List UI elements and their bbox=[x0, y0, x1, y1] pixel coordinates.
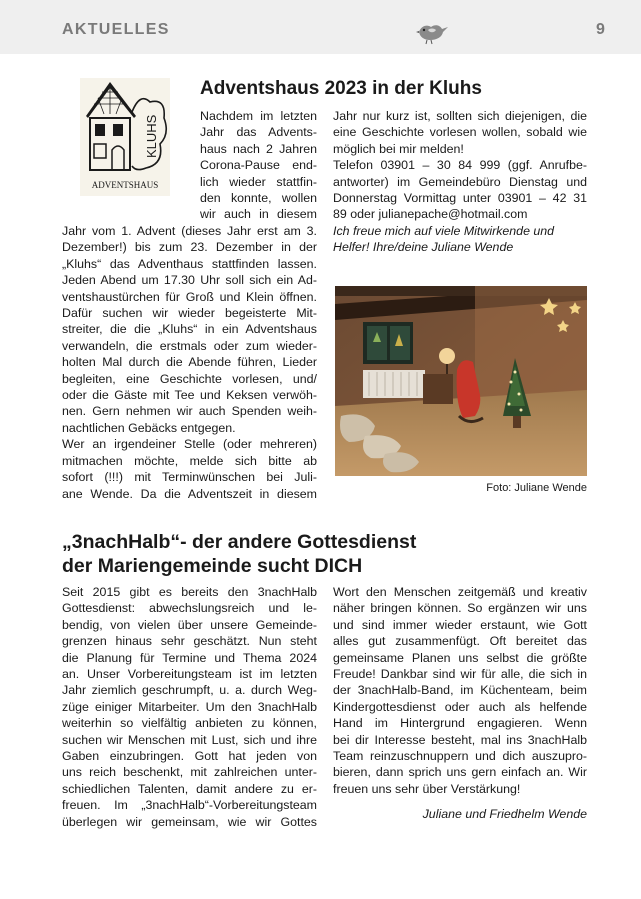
text-line: Kindergottesdienst oder auch als helfende bbox=[333, 699, 587, 714]
text-line: ventshaustürchen für Groß und Klein öffnen. bbox=[62, 289, 317, 304]
article1-column-1 bbox=[62, 223, 317, 502]
text-line: 89 oder julianepache@hotmail.com bbox=[333, 207, 528, 222]
text-line: den konnte, wollen bbox=[200, 191, 317, 206]
text-line: nen. Gern nehmen wir auch Spenden weih- bbox=[62, 404, 317, 419]
logo-word: KLUHS bbox=[144, 114, 159, 158]
text-line: Jahr ziemlich geschrumpft, u. a. durch Weg- bbox=[62, 683, 317, 698]
adventshaus-logo bbox=[80, 78, 170, 196]
text-line: die Planung für Termine und Thema 2024 bbox=[62, 650, 317, 665]
text-line: Jahr vom 1. Advent (dieses Jahr erst am 3. bbox=[62, 224, 317, 238]
text-line: weiterhin so vielfältig anbieten zu können, bbox=[62, 716, 317, 731]
text-line: schiedlichen Talenten, damit andere zu er- bbox=[62, 781, 317, 796]
text-line: antworter) im Gemeindebüro Dienstag und bbox=[333, 174, 587, 189]
text-line: Wort den Menschen zeitgemäß und kreativ bbox=[333, 585, 587, 599]
photo-caption: Foto: Juliane Wende bbox=[486, 482, 587, 494]
text-line: bieren, dann sprich uns gern einfach an. Wir bbox=[333, 765, 587, 780]
text-line: Helfer! Ihre/deine Juliane Wende bbox=[333, 240, 514, 255]
text-line: holten Mal durch die Abende führen, Lieder bbox=[62, 355, 317, 370]
text-line: Jeden Abend um 17.30 Uhr soll sich ein Ad- bbox=[62, 273, 317, 288]
text-line: ane Wende. Da die Adventszeit in diesem bbox=[62, 486, 317, 501]
section-title: AKTUELLES bbox=[62, 21, 170, 38]
article2-title-line: der Mariengemeinde sucht DICH bbox=[62, 555, 363, 577]
text-line: Gottesdienst: abwechslungsreich und le- bbox=[62, 601, 317, 616]
text-line: an. Unser Vorbereitungsteam ist im letzten bbox=[62, 667, 317, 682]
text-line: wir auch in diesem bbox=[200, 207, 317, 222]
logo-caption: ADVENTSHAUS bbox=[91, 180, 159, 190]
text-line: streiter, die die „Kluhs“ in ein Adventshaus bbox=[62, 322, 317, 337]
text-line: lich wieder stattfin- bbox=[200, 174, 317, 189]
text-line: freuen uns sehr über Verstärkung! bbox=[333, 781, 521, 796]
text-line: Nachdem im letzten bbox=[200, 109, 317, 123]
text-line: verwandeln, die erstmals oder zum wieder- bbox=[62, 338, 317, 353]
text-line: der 3nachHalb-Band, im Küchenteam, beim bbox=[333, 683, 587, 698]
text-line: sofort (!!!) mit Terminwünschen bei Juli- bbox=[62, 470, 317, 485]
text-line: gemeinsame Planen uns selbst die größte bbox=[333, 650, 587, 665]
text-line: nachtlichen Gebäcks entgegen. bbox=[62, 420, 236, 435]
text-line: Ich freue mich auf viele Mitwirkende und bbox=[333, 223, 555, 238]
text-line: bendig, von vielen über unsere Gemeinde- bbox=[62, 617, 317, 632]
text-line: mitmachen möchte, melde sich bitte ab bbox=[62, 453, 317, 468]
text-line: Freude! Dankbar sind wir für alle, die sich in bbox=[333, 667, 587, 682]
text-line: Team reinzuschnuppern und dich auszupro- bbox=[333, 749, 587, 764]
text-line: Seit 2015 gibt es bereits den 3nachHalb bbox=[62, 585, 317, 599]
text-line: möglich bei mir melden! bbox=[333, 141, 464, 156]
text-line: grenzen hinaus sehr geschätzt. Nun steht bbox=[62, 634, 317, 649]
text-line: haus nach 2 Jahren bbox=[200, 141, 317, 156]
page-header bbox=[0, 0, 641, 54]
article1-wrap-text bbox=[200, 108, 317, 223]
text-line: Jahr nur kurz ist, sollten sich diejenigen, die bbox=[333, 109, 587, 123]
article2-signoff: Juliane und Friedhelm Wende bbox=[422, 807, 587, 821]
text-line: suchen wir Menschen mit Lust, sich und ihre bbox=[62, 732, 317, 747]
text-line: Wer an irgendeiner Stelle (oder mehreren) bbox=[62, 437, 317, 452]
text-line: uns reich beschenkt, mit zahlreichen unter- bbox=[62, 765, 317, 780]
text-line: eine Geschichte vorlesen wollen, sobald wie bbox=[333, 125, 587, 140]
text-line: alles gut zusammenfügt. Oft bereitet das bbox=[333, 634, 587, 649]
text-line: näher bringen können. So ergänzen wir uns bbox=[333, 601, 587, 616]
article1-title: Adventshaus 2023 in der Kluhs bbox=[200, 78, 482, 99]
text-line: Hand im Hintergrund engagieren. Wenn bbox=[333, 716, 587, 731]
text-line: Gaben einzubringen. Gott hat jeden von bbox=[62, 749, 317, 764]
text-line: überlegen wir gemeinsam, wie wir Gottes bbox=[62, 814, 317, 829]
text-line: oder die Gäste mit Tee und Keksen verwöh- bbox=[62, 388, 317, 403]
text-line: Telefon 03901 – 30 84 999 (ggf. Anrufbe- bbox=[333, 158, 587, 173]
article2-title-line: „3nachHalb“- der andere Gottesdienst bbox=[62, 531, 417, 553]
article2-column-2 bbox=[333, 584, 587, 797]
house-logo-icon bbox=[80, 78, 170, 196]
text-line: züge einiger Mitarbeiter. Um den 3nachHalb bbox=[62, 699, 317, 714]
room-photo-image bbox=[335, 286, 587, 476]
page-number: 9 bbox=[596, 21, 605, 38]
article2-column-1 bbox=[62, 584, 317, 830]
text-line: freuen. Im „3nachHalb“-Vorbereitungsteam bbox=[62, 798, 317, 813]
text-line: Donnerstag Vormittag unter 03901 – 42 31 bbox=[333, 191, 587, 206]
article1-signoff bbox=[333, 223, 587, 256]
text-line: „Kluhs“ das Adventhaus stattfinden lassen. bbox=[62, 256, 317, 271]
article2-title bbox=[62, 530, 482, 578]
text-line: bei dir Interesse besteht, mal ins 3nachHalb bbox=[333, 732, 587, 747]
text-line: Dafür suchen wir wieder begeisterte Mit- bbox=[62, 306, 317, 321]
text-line: begleiten, eine Geschichte vorlesen, und/ bbox=[62, 371, 317, 386]
adventshaus-photo bbox=[335, 286, 587, 476]
text-line: Dezember!) bis zum 23. Dezember in der bbox=[62, 240, 317, 255]
text-line: und sind immer wieder erstaunt, wie Gott bbox=[333, 617, 587, 632]
text-line: Corona-Pause end- bbox=[200, 158, 317, 173]
bird-icon bbox=[415, 18, 449, 46]
article1-column-2 bbox=[333, 108, 587, 223]
text-line: Jahr das Advents- bbox=[200, 125, 317, 140]
